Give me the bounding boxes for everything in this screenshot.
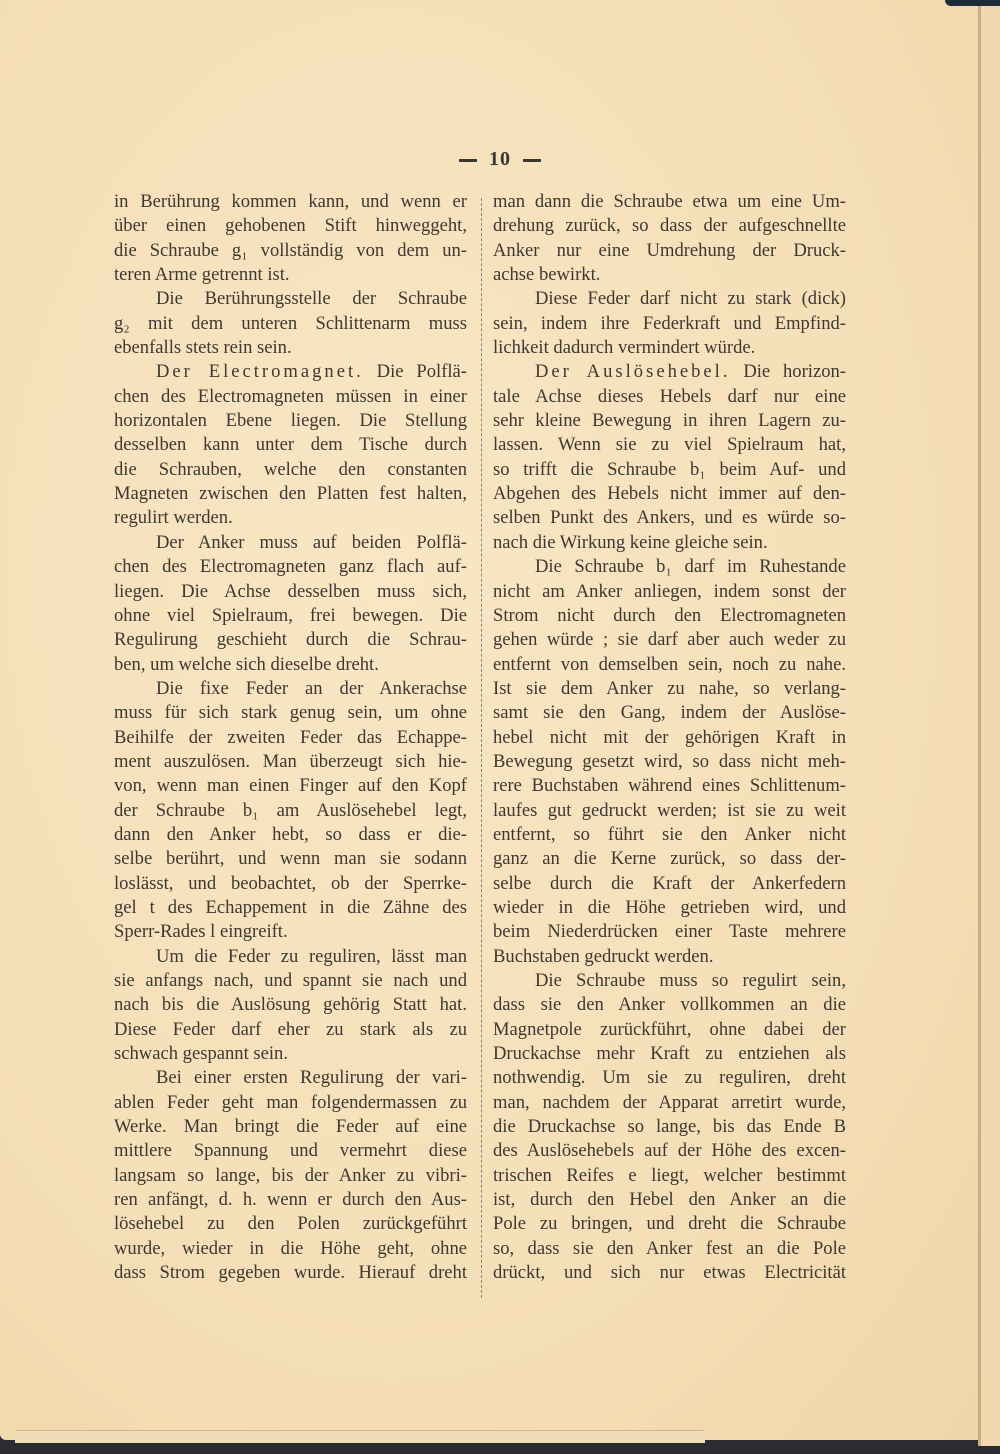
text-line: Beihilfe der zweiten Feder das Echappe-	[114, 726, 467, 748]
text-line: ben, um welche sich dieselbe dreht.	[114, 653, 379, 675]
text-line: ganz an die Kerne zurück, so dass der-	[493, 848, 846, 870]
text-line: hebel nicht mit der gehörigen Kraft in	[493, 726, 846, 748]
text-line: liegen. Die Achse desselben muss sich,	[114, 580, 467, 602]
text-line: horizontalen Ebene liegen. Die Stellung	[114, 410, 467, 432]
text-line: gel t des Echappement in die Zähne des	[114, 896, 467, 918]
text-line: teren Arme getrennt ist.	[114, 264, 290, 286]
text-line: samt sie den Gang, indem der Auslöse-	[493, 702, 846, 724]
text-line: loslässt, und beobachtet, ob der Sperrke-	[114, 872, 467, 894]
text-line: drehung zurück, so dass der aufgeschnellte	[493, 215, 846, 237]
text-line: nach die Wirkung keine gleiche sein.	[493, 531, 768, 553]
text-line: Um die Feder zu reguliren, lässt man	[156, 945, 467, 967]
dash-left	[459, 159, 477, 162]
text-line: Die Berührungsstelle der Schraube	[156, 288, 467, 310]
text-line: drückt, und sich nur etwas Electricität	[493, 1262, 846, 1284]
text-line: Strom nicht durch den Electromagneten	[493, 604, 846, 626]
text-line: man, nachdem der Apparat arretirt wurde,	[493, 1091, 846, 1113]
text-line: selben Punkt des Ankers, und es würde so-	[493, 507, 846, 529]
text-line: muss für sich stark genug sein, um ohne	[114, 702, 467, 724]
page-bottom-edge	[15, 1430, 705, 1443]
text-line: die Schrauben, welche den constanten	[114, 458, 467, 480]
page-header	[0, 148, 1000, 171]
text-line: gehen würde ; sie darf aber auch weder zu	[493, 629, 846, 651]
text-line: Die Schraube b₁ darf im Ruhestande	[535, 556, 846, 578]
text-line: die Schraube g₁ vollständig von dem un-	[114, 239, 467, 261]
text-line: mittlere Spannung und vermehrt diese	[114, 1140, 467, 1162]
text-line: über einen gehobenen Stift hinweggeht,	[114, 215, 467, 237]
paragraph	[493, 190, 846, 287]
text-line: rere Buchstaben während eines Schlittenum-	[493, 775, 846, 797]
text-line: ist, durch den Hebel den Anker an die	[493, 1189, 846, 1211]
text-line: die Druckachse so lange, bis das Ende B	[493, 1116, 846, 1138]
paragraph	[493, 555, 846, 969]
text-line: ohne viel Spielraum, frei bewegen. Die	[114, 604, 467, 626]
text-line: sehr kleine Bewegung in ihren Lagern zu-	[493, 410, 846, 432]
page-number: 10	[489, 148, 511, 170]
text-line: g₂ mit dem unteren Schlittenarm muss	[114, 312, 467, 334]
text-line: Werke. Man bringt die Feder auf eine	[114, 1116, 467, 1138]
text-line: Abgehen des Hebels nicht immer auf den-	[493, 483, 846, 505]
text-line: Sperr-Rades l eingreift.	[114, 921, 288, 943]
next-page-edge	[978, 6, 1000, 1446]
text-line	[493, 360, 846, 384]
text-line: Diese Feder darf nicht zu stark (dick)	[535, 288, 846, 310]
text-line: des Auslösehebels auf der Höhe des excen-	[493, 1140, 846, 1162]
right-column	[493, 190, 846, 1285]
text-line: Diese Feder darf eher zu stark als zu	[114, 1018, 467, 1040]
paragraph	[114, 677, 467, 945]
paragraph	[114, 287, 467, 360]
paragraph	[493, 287, 846, 360]
text-line: laufes gut gedruckt werden; ist sie zu weit	[493, 799, 846, 821]
text-line: der Schraube b₁ am Auslösehebel legt,	[114, 799, 467, 821]
text-line: trischen Reifes e liegt, welcher bestimmt	[493, 1164, 846, 1186]
text-line: Magneten zwischen den Platten fest halten,	[114, 483, 467, 505]
line-text: Die Polflä-	[363, 361, 467, 383]
text-line: dass Strom gegeben wurde. Hierauf dreht	[114, 1262, 467, 1284]
text-line: ebenfalls stets rein sein.	[114, 337, 292, 359]
text-line: man dann die Schraube etwa um eine Um-	[493, 191, 846, 212]
scan-background-corner	[945, 0, 1000, 6]
text-line: schwach gespannt sein.	[114, 1043, 289, 1065]
left-column	[114, 190, 467, 1285]
text-line: entfernt von demselben sein, noch zu nahe.	[493, 653, 846, 675]
text-line: Bewegung gesetzt wird, so dass nicht meh-	[493, 750, 846, 772]
section-heading: Der Electromagnet.	[156, 361, 364, 383]
text-line: desselben kann unter dem Tische durch	[114, 434, 467, 456]
section-heading: Der Auslösehebel.	[535, 361, 731, 383]
text-line: nach bis die Auslösung gehörig Statt hat.	[114, 994, 467, 1016]
text-line: lassen. Wenn sie zu viel Spielraum hat,	[493, 434, 846, 456]
text-line: selbe berührt, und wenn man sie sodann	[114, 848, 467, 870]
text-line: wurde, wieder in die Höhe geht, ohne	[114, 1237, 467, 1259]
text-line: chen des Electromagneten ganz flach auf-	[114, 556, 467, 578]
text-line: lichkeit dadurch vermindert würde.	[493, 337, 756, 359]
text-line: regulirt werden.	[114, 507, 233, 529]
text-line: nicht am Anker anliegen, indem sonst der	[493, 580, 846, 602]
paragraph	[493, 969, 846, 1285]
dash-right	[523, 159, 541, 162]
text-line: Pole zu bringen, und dreht die Schraube	[493, 1213, 846, 1235]
text-line: achse bewirkt.	[493, 264, 601, 286]
text-line: tale Achse dieses Hebels darf nur eine	[493, 385, 846, 407]
text-line: wieder in die Höhe getrieben wird, und	[493, 896, 846, 918]
text-line: ment auszulösen. Man überzeugt sich hie-	[114, 750, 467, 772]
text-line: dann den Anker hebt, so dass er die-	[114, 823, 467, 845]
text-line: chen des Electromagneten müssen in einer	[114, 385, 467, 407]
text-line: Druckachse mehr Kraft zu entziehen als	[493, 1043, 846, 1065]
paragraph	[114, 945, 467, 1067]
text-line: langsam so lange, bis der Anker zu vibri-	[114, 1164, 467, 1186]
text-line: dass sie den Anker vollkommen an die	[493, 994, 846, 1016]
text-line: ren anfängt, d. h. wenn er durch den Aus-	[114, 1189, 467, 1211]
text-line: Der Anker muss auf beiden Polflä-	[156, 531, 467, 553]
text-line: Regulirung geschieht durch die Schrau-	[114, 629, 467, 651]
text-line: nothwendig. Um sie zu reguliren, dreht	[493, 1067, 846, 1089]
text-line: Buchstaben gedruckt werden.	[493, 945, 714, 967]
paragraph	[114, 1066, 467, 1285]
text-line: sie anfangs nach, und spannt sie nach und	[114, 970, 467, 991]
column-divider	[481, 198, 483, 1298]
text-line: in Berührung kommen kann, und wenn er	[114, 191, 467, 212]
text-line: beim Niederdrücken einer Taste mehrere	[493, 921, 846, 943]
paragraph	[114, 531, 467, 677]
text-line: Bei einer ersten Regulirung der vari-	[156, 1067, 467, 1089]
text-line: so, dass sie den Anker fest an die Pole	[493, 1237, 846, 1259]
text-line: Anker nur eine Umdrehung der Druck-	[493, 239, 846, 261]
text-line: Ist sie dem Anker zu nahe, so verlang-	[493, 677, 846, 699]
line-text: Die horizon-	[730, 361, 846, 383]
paragraph	[493, 360, 846, 555]
text-line	[114, 360, 467, 384]
text-line: sein, indem ihre Federkraft und Empfind-	[493, 312, 846, 334]
text-line: lösehebel zu den Polen zurückgeführt	[114, 1213, 467, 1235]
text-line: so trifft die Schraube b₁ beim Auf- und	[493, 458, 846, 480]
text-line: von, wenn man einen Finger auf den Kopf	[114, 775, 467, 797]
text-line: Magnetpole zurückführt, ohne dabei der	[493, 1018, 846, 1040]
paragraph	[114, 190, 467, 287]
text-line: ablen Feder geht man folgendermassen zu	[114, 1091, 467, 1113]
text-line: selbe durch die Kraft der Ankerfedern	[493, 872, 846, 894]
text-line: entfernt, so führt sie den Anker nicht	[493, 823, 846, 845]
text-line: Die Schraube muss so regulirt sein,	[535, 970, 846, 991]
paragraph	[114, 360, 467, 530]
text-line: Die fixe Feder an der Ankerachse	[156, 677, 467, 699]
